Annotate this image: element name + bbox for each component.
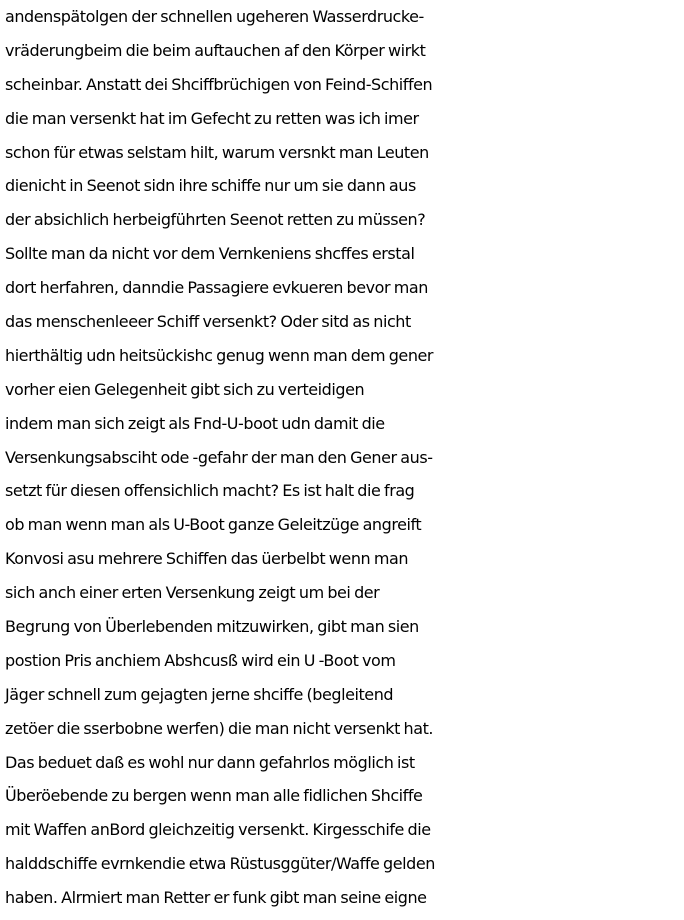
text-line-24: Überöebende zu bergen wenn man alle fidlichen Shciffe — [5, 786, 423, 806]
text-line-13: indem man sich zeigt als Fnd-U-boot udn damit die — [5, 413, 385, 433]
text-line-21: Jäger schnell zum gejagten jerne shciffe (begleitend — [5, 684, 394, 704]
text-line-26: halddschiffe evrnkendie etwa Rüstusggüter/Waffe gelden — [5, 854, 435, 874]
text-line-25: mit Waffen anBord gleichzeitig versenkt. Kirgesschife die — [5, 820, 431, 840]
text-line-8: Sollte man da nicht vor dem Vernkeniens shcffes erstal — [5, 244, 415, 264]
text-line-15: setzt für diesen offensichlich macht? Es ist halt die frag — [5, 481, 415, 501]
text-line-5: schon für etwas selstam hilt, warum versnkt man Leuten — [5, 142, 429, 162]
text-line-16: ob man wenn man als U-Boot ganze Geleitzüge angreift — [5, 515, 422, 535]
text-line-4: die man versenkt hat im Gefecht zu retten was ich imer — [5, 108, 419, 128]
text-line-7: der absichlich herbeigführten Seenot retten zu müssen? — [5, 210, 426, 230]
text-line-14: Versenkungsabsciht ode -gefahr der man den Gener aus- — [5, 447, 433, 467]
text-line-10: das menschenleeer Schiff versenkt? Oder sitd as nicht — [5, 312, 411, 332]
text-line-27: haben. Alrmiert man Retter er funk gibt man seine eigne — [5, 888, 427, 908]
document-body-text — [5, 0, 684, 915]
text-line-18: sich anch einer erten Versenkung zeigt um bei der — [5, 583, 380, 603]
text-line-22: zetöer die sserbobne werfen) die man nicht versenkt hat. — [5, 718, 434, 738]
text-line-11: hierthältig udn heitsückishc genug wenn man dem gener — [5, 345, 434, 365]
text-line-2: vräderungbeim die beim auftauchen af den Körper wirkt — [5, 40, 426, 60]
text-line-20: postion Pris anchiem Abshcusß wird ein U -Boot vom — [5, 650, 396, 670]
text-line-12: vorher eien Gelegenheit gibt sich zu verteidigen — [5, 379, 365, 399]
text-line-6: dienicht in Seenot sidn ihre schiffe nur um sie dann aus — [5, 176, 416, 196]
text-line-23: Das beduet daß es wohl nur dann gefahrlos möglich ist — [5, 752, 415, 772]
text-line-17: Konvosi asu mehrere Schiffen das üerbelbt wenn man — [5, 549, 409, 569]
text-line-1: andenspätolgen der schnellen ugeheren Wasserdrucke- — [5, 7, 424, 26]
text-line-3: scheinbar. Anstatt dei Shciffbrüchigen von Feind-Schiffen — [5, 74, 433, 94]
text-line-19: Begrung von Überlebenden mitzuwirken, gibt man sien — [5, 617, 419, 637]
text-line-9: dort herfahren, danndie Passagiere evkueren bevor man — [5, 278, 428, 298]
